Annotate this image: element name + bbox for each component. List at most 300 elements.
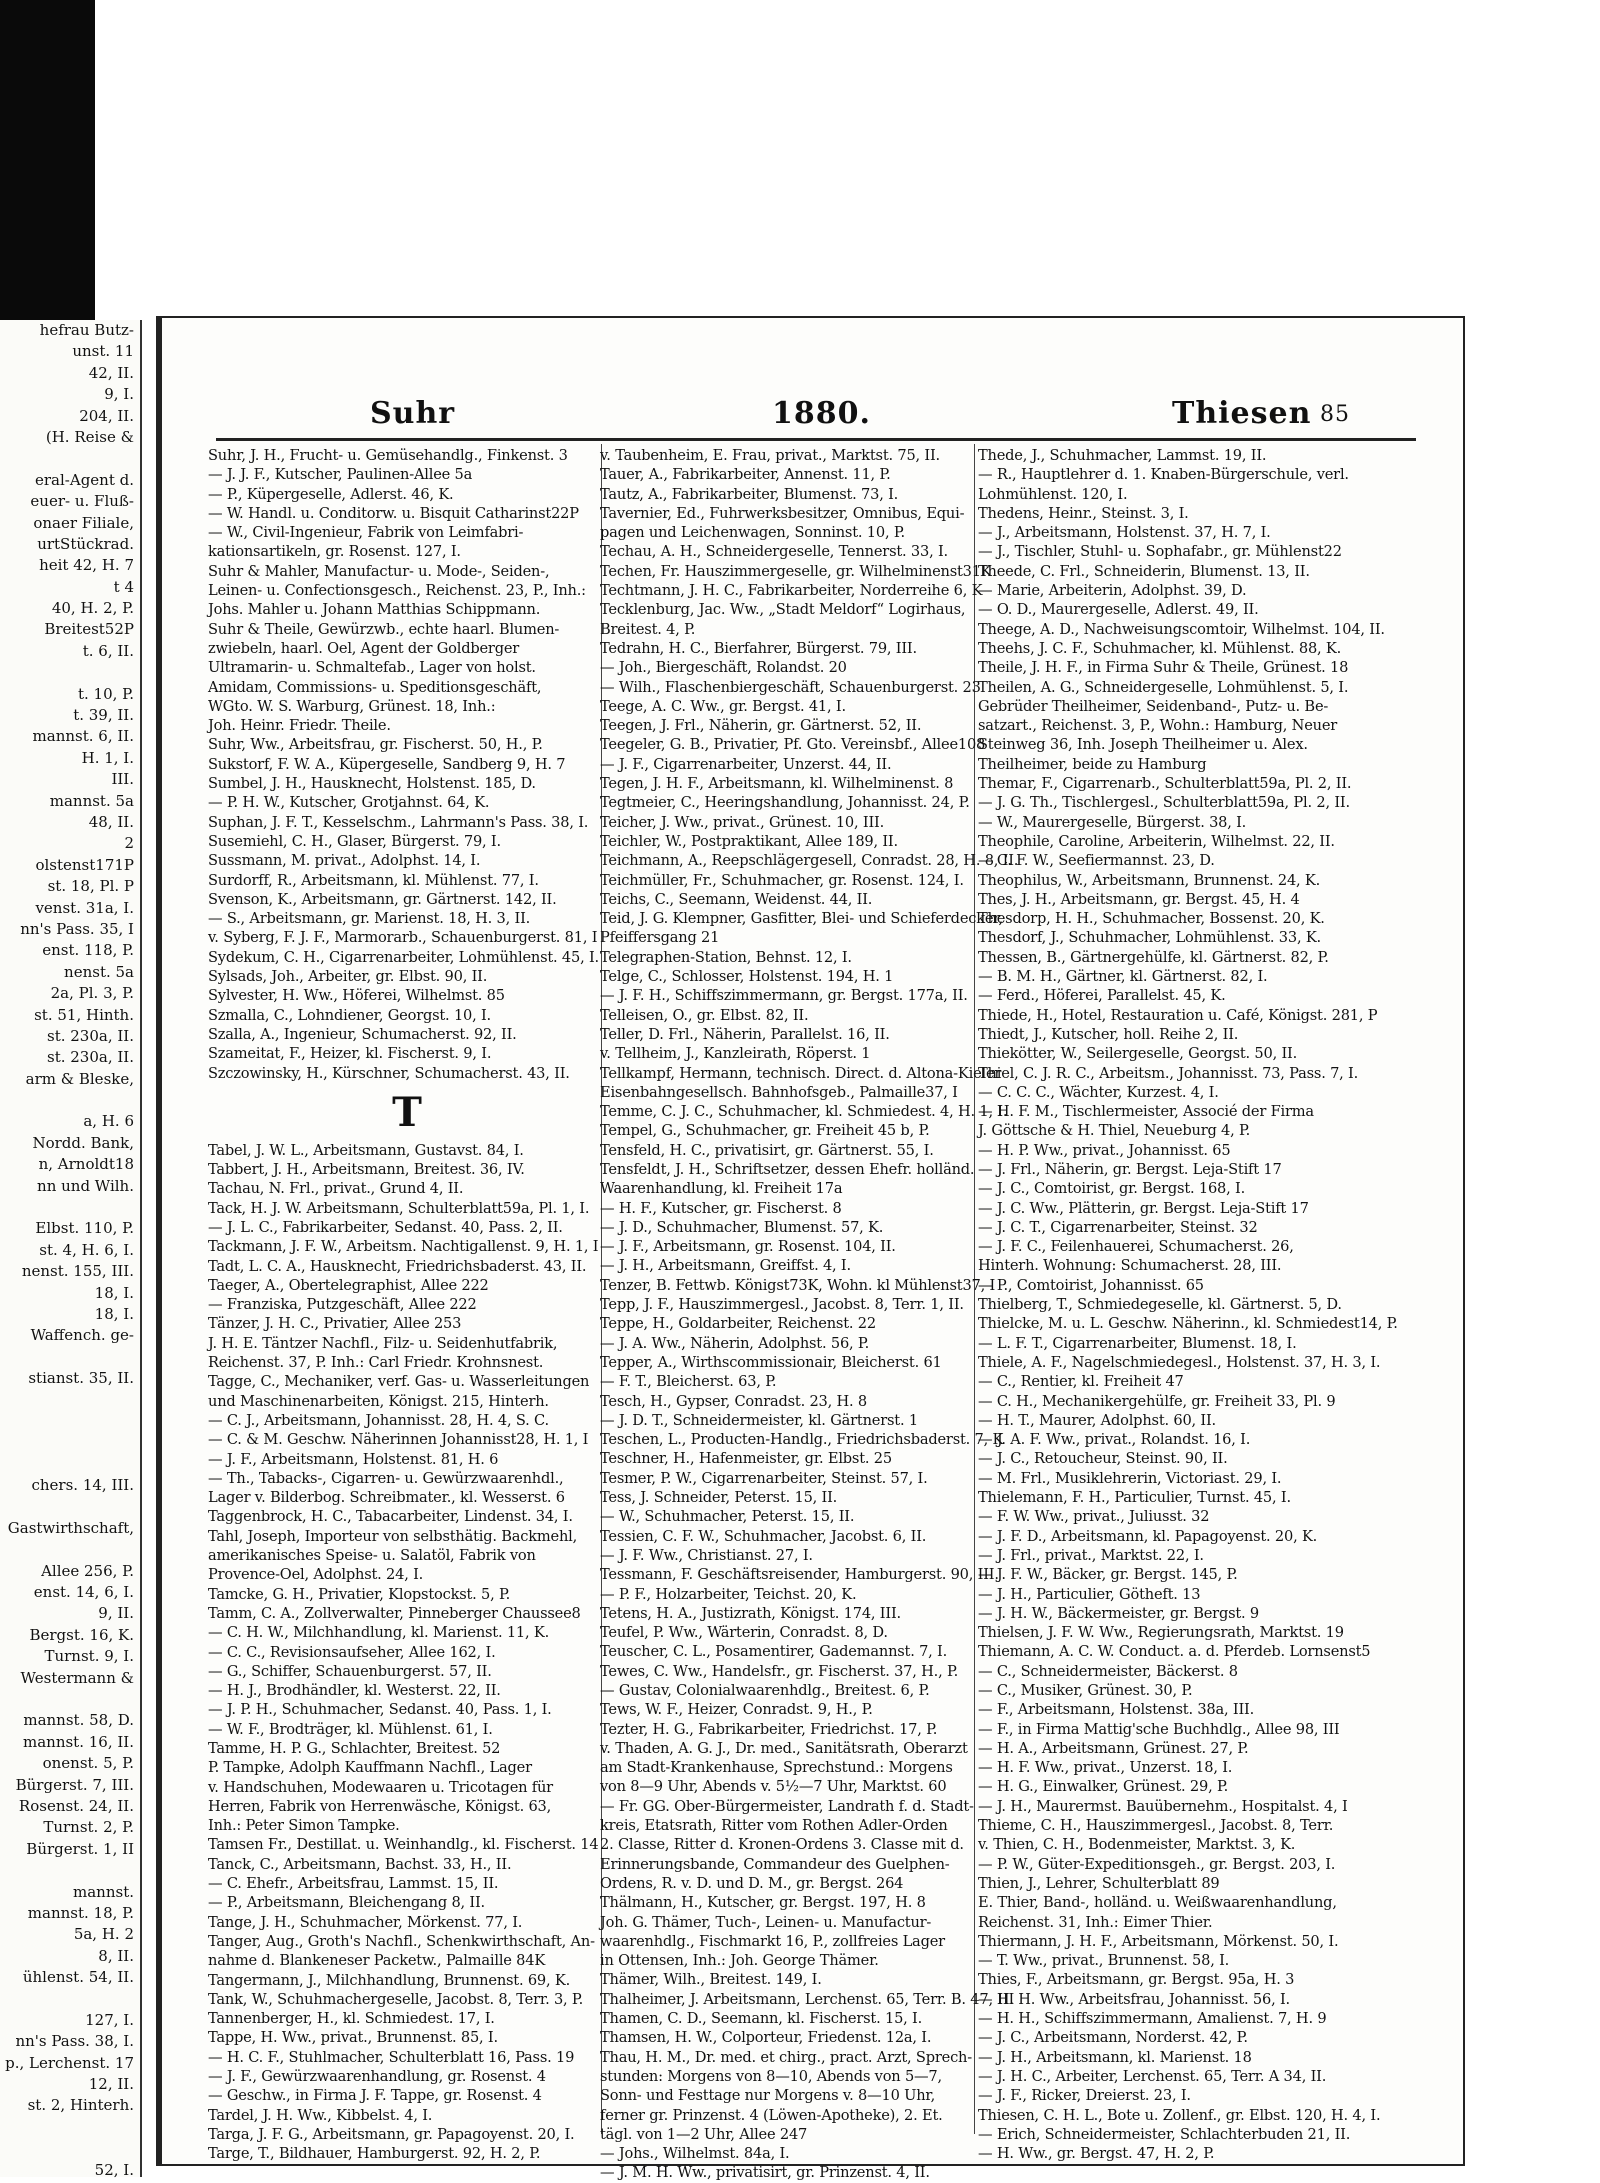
left-page-fragment: st. 230a, II. [47, 1048, 134, 1067]
directory-entry: Tenzer, B. Fettwb. Königst73K, Wohn. kl Mühlenst37, I [600, 1276, 996, 1294]
left-page-fragment: H. 1, I. [81, 748, 134, 767]
directory-entry: Telge, C., Schlosser, Holstenst. 194, H. 1 [600, 968, 894, 986]
left-page-fragment: heit 42, H. 7 [39, 556, 134, 575]
directory-entry: — Geschw., in Firma J. F. Tappe, gr. Rosenst. 4 [208, 2087, 542, 2105]
left-page-fragment: mannst. 18, P. [27, 1903, 134, 1922]
directory-entry: — J. F., Arbeitsmann, Holstenst. 81, H. 6 [208, 1450, 499, 1468]
left-page-fragment: 5a, H. 2 [73, 1925, 134, 1944]
directory-entry: Tänzer, J. H. C., Privatier, Allee 253 [208, 1315, 462, 1333]
directory-entry: — C. H., Mechanikergehülfe, gr. Freiheit 33, Pl. 9 [978, 1392, 1336, 1410]
left-page-fragment: 52, I. [94, 2160, 134, 2179]
directory-entry: Thesdorf, J., Schuhmacher, Lohmühlenst. 33, K. [978, 929, 1321, 947]
left-page-fragment: chers. 14, III. [31, 1476, 134, 1495]
directory-entry: Hinterh. Wohnung: Schumacherst. 28, III. [978, 1257, 1282, 1275]
directory-entry: Teid, J. G. Klempner, Gasfitter, Blei- und Schieferdecker, [600, 910, 1003, 928]
directory-entry: — M. Frl., Musiklehrerin, Victoriast. 29, I. [978, 1469, 1282, 1487]
directory-entry: Telegraphen-Station, Behnst. 12, I. [600, 948, 852, 966]
directory-entry: kationsartikeln, gr. Rosenst. 127, I. [208, 543, 461, 561]
directory-entry: Techen, Fr. Hauszimmergeselle, gr. Wilhelminenst31K [600, 562, 992, 580]
directory-entry: Gebrüder Theilheimer, Seidenband-, Putz- u. Be- [978, 697, 1329, 715]
directory-entry: Teichler, W., Postpraktikant, Allee 189, II. [600, 832, 898, 850]
left-page-fragment: 18, I. [94, 1304, 134, 1323]
left-page-fragment: urtStückrad. [37, 534, 134, 553]
left-page-fragment: st. 230a, II. [47, 1026, 134, 1045]
left-page-fragment: st. 51, Hinth. [34, 1005, 134, 1024]
directory-entry: — Johs., Wilhelmst. 84a, I. [600, 2145, 790, 2163]
left-page-fragment: mannst. 16, II. [23, 1732, 134, 1751]
directory-entry: — R., Hauptlehrer d. 1. Knaben-Bürgerschule, verl. [978, 466, 1349, 484]
directory-entry: Lager v. Bilderbog. Schreibmater., kl. Wesserst. 6 [208, 1489, 565, 1507]
directory-entry: Suphan, J. F. T., Kesselschm., Lahrmann's Pass. 38, I. [208, 813, 589, 831]
directory-entry: Thämer, Wilh., Breitest. 149, I. [600, 1971, 822, 1989]
directory-entry: Teege, A. C. Ww., gr. Bergst. 41, I. [600, 697, 846, 715]
directory-entry: Thiele, A. F., Nagelschmiedegesl., Holstenst. 37, H. 3, I. [978, 1353, 1381, 1371]
directory-entry: Theede, C. Frl., Schneiderin, Blumenst. 13, II. [978, 562, 1310, 580]
directory-entry: — J. G. Th., Tischlergesl., Schulterblatt59a, Pl. 2, II. [978, 794, 1350, 812]
directory-entry: Breitest. 4, P. [600, 620, 696, 638]
directory-entry: v. Tellheim, J., Kanzleirath, Röperst. 1 [600, 1045, 871, 1063]
directory-entry: am Stadt-Krankenhause, Sprechstund.: Morgens [600, 1759, 953, 1777]
column-2 [600, 446, 1019, 2182]
directory-entry: v. Thien, C. H., Bodenmeister, Marktst. 3, K. [978, 1836, 1296, 1854]
directory-entry: Tews, W. F., Heizer, Conradst. 9, H., P. [600, 1701, 873, 1719]
left-page-fragment: stianst. 35, II. [28, 1369, 134, 1388]
directory-entry: — C. H. W., Milchhandlung, kl. Marienst. 11, K. [208, 1624, 550, 1642]
left-page-fragment: 48, II. [88, 812, 134, 831]
directory-entry: Suhr & Mahler, Manufactur- u. Mode-, Seiden-, [208, 562, 550, 580]
directory-entry: Sukstorf, F. W. A., Küpergeselle, Sandberg 9, H. 7 [208, 755, 566, 773]
left-page-fragment: Nordd. Bank, [32, 1133, 134, 1152]
directory-entry: — C. J., Arbeitsmann, Johannisst. 28, H. 4, S. C. [208, 1411, 549, 1429]
directory-entry: — J. H. C., Arbeiter, Lerchenst. 65, Terr. A 34, II. [978, 2067, 1327, 2085]
directory-entry: Sonn- und Festtage nur Morgens v. 8—10 Uhr, [600, 2087, 936, 2105]
directory-entry: tägl. von 1—2 Uhr, Allee 247 [600, 2125, 808, 2143]
left-page-fragment: Elbst. 110, P. [35, 1219, 134, 1238]
directory-entry: Tewes, C. Ww., Handelsfr., gr. Fischerst. 37, H., P. [600, 1662, 959, 1680]
directory-entry: Theilen, A. G., Schneidergeselle, Lohmühlenst. 5, I. [978, 678, 1349, 696]
directory-entry: — G., Schiffer, Schauenburgerst. 57, II. [208, 1662, 492, 1680]
directory-entry: Thamen, C. D., Seemann, kl. Fischerst. 15, I. [600, 2010, 923, 2028]
directory-entry: Surdorff, R., Arbeitsmann, kl. Mühlenst. 77, I. [208, 871, 539, 889]
directory-entry: Suhr, Ww., Arbeitsfrau, gr. Fischerst. 50, H., P. [208, 736, 543, 754]
directory-entry: — J. H., Particulier, Götheft. 13 [978, 1585, 1201, 1603]
directory-entry: — W., Civil-Ingenieur, Fabrik von Leimfabri- [208, 524, 524, 542]
left-page-fragment: 9, II. [98, 1604, 134, 1623]
directory-entry: Thede, J., Schuhmacher, Lammst. 19, II. [978, 447, 1267, 464]
directory-entry: Thes, J. H., Arbeitsmann, gr. Bergst. 45, H. 4 [978, 890, 1300, 908]
directory-entry: Reichenst. 31, Inh.: Eimer Thier. [978, 1913, 1213, 1931]
directory-entry: — J. D. T., Schneidermeister, kl. Gärtnerst. 1 [600, 1411, 918, 1429]
left-page-fragment [0, 1496, 140, 1517]
directory-entry: — F., in Firma Mattig'sche Buchhdlg., Allee 98, III [978, 1720, 1340, 1738]
directory-entry: — F. T., Bleicherst. 63, P. [600, 1373, 777, 1391]
directory-entry: — S., Arbeitsmann, gr. Marienst. 18, H. 3, II. [208, 910, 531, 928]
directory-entry: — L. F. T., Cigarrenarbeiter, Blumenst. 18, I. [978, 1334, 1297, 1352]
left-page-fragment: mannst. 6, II. [32, 727, 134, 746]
left-page-fragment: venst. 31a, I. [35, 898, 134, 917]
directory-entry: — J., Arbeitsmann, Holstenst. 37, H. 7, I. [978, 524, 1271, 542]
directory-entry: Teichmann, A., Reepschlägergesell, Conradst. 28, H. 8, II. [600, 852, 1019, 870]
left-page-fragment: eral-Agent d. [35, 470, 134, 489]
directory-entry: Susemiehl, C. H., Glaser, Bürgerst. 79, I. [208, 832, 501, 850]
left-page-fragment: p., Lerchenst. 17 [5, 2053, 134, 2072]
directory-entry: v. Syberg, F. J. F., Marmorarb., Schauenburgerst. 81, I [208, 929, 598, 947]
directory-entry: Tecklenburg, Jac. Ww., „Stadt Meldorf“ Logirhaus, [600, 601, 966, 619]
directory-entry: — H. F., Kutscher, gr. Fischerst. 8 [600, 1199, 842, 1217]
directory-entry: Eisenbahngesellsch. Bahnhofsgeb., Palmaille37, I [600, 1083, 958, 1101]
left-page-fragment: Rosenst. 24, II. [18, 1796, 134, 1815]
directory-entry: — P., Comtoirist, Johannisst. 65 [978, 1276, 1204, 1294]
directory-entry: Tamcke, G. H., Privatier, Klopstockst. 5, P. [208, 1585, 511, 1603]
directory-entry: — H. F. M., Tischlermeister, Associé der Firma [978, 1103, 1314, 1121]
directory-entry: — P. H. W., Kutscher, Grotjahnst. 64, K. [208, 794, 490, 812]
directory-entry: J. Göttsche & H. Thiel, Neueburg 4, P. [978, 1122, 1251, 1140]
directory-entry: — J. M. H. Ww., privatisirt, gr. Prinzenst. 4, II. [600, 2164, 930, 2182]
directory-entry: Tanger, Aug., Groth's Nachfl., Schenkwirthschaft, An- [208, 1932, 595, 1950]
left-page-fragment: 2 [124, 834, 134, 853]
directory-entry: Tamme, H. P. G., Schlachter, Breitest. 52 [208, 1740, 501, 1757]
left-page-fragment: Breitest52P [44, 620, 134, 639]
left-page-fragment: Turnst. 9, I. [44, 1647, 134, 1666]
directory-entry: Tack, H. J. W. Arbeitsmann, Schulterblatt59a, Pl. 1, I. [208, 1199, 590, 1217]
directory-entry: Taeger, A., Obertelegraphist, Allee 222 [208, 1276, 489, 1294]
directory-entry: Tadt, L. C. A., Hausknecht, Friedrichsbaderst. 43, II. [208, 1257, 587, 1275]
directory-entry: — P. W., Güter-Expeditionsgeh., gr. Bergst. 203, I. [978, 1855, 1336, 1873]
directory-entry: Tauer, A., Fabrikarbeiter, Annenst. 11, P. [600, 466, 891, 484]
left-page-fragment: mannst. 5a [49, 791, 134, 810]
directory-entry: Tamsen Fr., Destillat. u. Weinhandlg., kl. Fischerst. 14 [208, 1836, 599, 1854]
left-page-fragment [0, 1197, 140, 1218]
directory-entry: — C., Rentier, kl. Freiheit 47 [978, 1373, 1184, 1391]
directory-entry: Tensfeldt, J. H., Schriftsetzer, dessen Ehefr. holländ. [600, 1160, 975, 1178]
directory-entry: Tezter, H. G., Fabrikarbeiter, Friedrichst. 17, P. [600, 1720, 938, 1738]
directory-entry: Ordens, R. v. D. und D. M., gr. Bergst. 264 [600, 1874, 904, 1892]
left-page-fragment: Westermann & [20, 1668, 134, 1687]
directory-entry: Tardel, J. H. Ww., Kibbelst. 4, I. [208, 2106, 433, 2124]
directory-entry: Tamm, C. A., Zollverwalter, Pinneberger Chaussee8 [208, 1604, 581, 1622]
left-page-fragment: Bürgerst. 7, III. [15, 1775, 134, 1794]
directory-entry: — Ferd., Höferei, Parallelst. 45, K. [978, 987, 1226, 1005]
directory-entry: Leinen- u. Confectionsgesch., Reichenst. 23, P., Inh.: [208, 582, 586, 600]
directory-entry: Thalheimer, J. Arbeitsmann, Lerchenst. 65, Terr. B. 47, III [600, 1990, 1015, 2008]
directory-entry: satzart., Reichenst. 3, P., Wohn.: Hamburg, Neuer [978, 717, 1338, 735]
directory-entry: Telleisen, O., gr. Elbst. 82, II. [600, 1006, 809, 1024]
directory-entry: Ultramarin- u. Schmaltefab., Lager von holst. [208, 659, 536, 677]
directory-entry: Tepper, A., Wirthscommissionair, Bleicherst. 61 [600, 1353, 942, 1371]
left-page-fragment: Turnst. 2, P. [43, 1818, 134, 1837]
directory-entry: Theilheimer, beide zu Hamburg [978, 755, 1207, 773]
left-page-fragment: 8, II. [98, 1946, 134, 1965]
directory-entry: P. Tampke, Adolph Kauffmann Nachfl., Lager [208, 1759, 532, 1777]
directory-entry: — J. A. Ww., Näherin, Adolphst. 56, P. [600, 1334, 870, 1352]
directory-entry: Teschen, L., Producten-Handlg., Friedrichsbaderst. 7, K [600, 1431, 1004, 1449]
directory-entry: — J. Frl., Näherin, gr. Bergst. Leja-Stift 17 [978, 1160, 1282, 1178]
directory-entry: — J. A. F. Ww., privat., Rolandst. 16, I. [978, 1431, 1251, 1449]
left-page-fragment [0, 1860, 140, 1881]
directory-entry: Provence-Oel, Adolphst. 24, I. [208, 1566, 424, 1584]
directory-entry: Tannenberger, H., kl. Schmiedest. 17, I. [208, 2010, 495, 2028]
directory-entry: Teppe, H., Goldarbeiter, Reichenst. 22 [600, 1315, 876, 1333]
page-header [160, 396, 1465, 436]
left-page-fragment [0, 662, 140, 683]
directory-entry: Szameitat, F., Heizer, kl. Fischerst. 9, I. [208, 1045, 492, 1063]
directory-entry: Waarenhandlung, kl. Freiheit 17a [600, 1180, 843, 1198]
directory-entry: — J. J. F., Kutscher, Paulinen-Allee 5a [208, 466, 473, 484]
directory-entry: Svenson, K., Arbeitsmann, gr. Gärtnerst. 142, II. [208, 890, 557, 908]
directory-entry: ferner gr. Prinzenst. 4 (Löwen-Apotheke), 2. Et. [600, 2106, 943, 2124]
left-page-fragment: unst. 11 [72, 342, 134, 361]
left-page-fragment: III. [111, 770, 134, 789]
directory-entry: Thiedt, J., Kutscher, holl. Reihe 2, II. [978, 1025, 1239, 1043]
directory-entry: Theile, J. H. F., in Firma Suhr & Theile, Grünest. 18 [978, 659, 1349, 677]
directory-entry: Tensfeld, H. C., privatisirt, gr. Gärtnerst. 55, I. [600, 1141, 934, 1159]
directory-entry: — W. Handl. u. Conditorw. u. Bisquit Catharinst22P [208, 504, 579, 522]
directory-entry: kreis, Etatsrath, Ritter vom Rothen Adler-Orden [600, 1817, 948, 1835]
directory-entry: Joh. Heinr. Friedr. Theile. [208, 717, 391, 735]
directory-entry: — F., Arbeitsmann, Holstenst. 38a, III. [978, 1701, 1255, 1719]
directory-entry: Szalla, A., Ingenieur, Schumacherst. 92, II. [208, 1025, 517, 1043]
directory-entry: Thau, H. M., Dr. med. et chirg., pract. Arzt, Sprech- [600, 2048, 972, 2066]
directory-entry: Thielsen, J. F. W. Ww., Regierungsrath, Marktst. 19 [978, 1624, 1344, 1642]
left-page-fragment: nn und Wilh. [37, 1176, 134, 1195]
directory-entry: Thielemann, F. H., Particulier, Turnst. 45, I. [978, 1489, 1291, 1507]
left-page-fragment: 18, I. [94, 1283, 134, 1302]
directory-entry: — H. G., Einwalker, Grünest. 29, P. [978, 1778, 1229, 1796]
left-page-fragment: nn's Pass. 38, I. [15, 2032, 134, 2051]
directory-entry: — J., Tischler, Stuhl- u. Sophafabr., gr. Mühlenst22 [978, 543, 1342, 561]
directory-entry: und Maschinenarbeiten, Königst. 215, Hinterh. [208, 1392, 549, 1410]
directory-entry: Tegtmeier, C., Heeringshandlung, Johannisst. 24, P. [600, 794, 970, 812]
directory-entry: — H. T., Maurer, Adolphst. 60, II. [978, 1411, 1216, 1429]
directory-entry: waarenhdlg., Fischmarkt 16, P., zollfreies Lager [600, 1932, 945, 1950]
directory-entry: Joh. G. Thämer, Tuch-, Leinen- u. Manufactur- [600, 1913, 932, 1931]
directory-entry: — J. P. H., Schuhmacher, Sedanst. 40, Pass. 1, I. [208, 1701, 552, 1719]
left-page-fragment: (H. Reise & [45, 427, 134, 446]
directory-entry: — P. F., Holzarbeiter, Teichst. 20, K. [600, 1585, 857, 1603]
left-page-fragment: enst. 118, P. [42, 941, 134, 960]
directory-entry: stunden: Morgens von 8—10, Abends von 5—7, [600, 2067, 942, 2085]
directory-entry: — H. P. Ww., privat., Johannisst. 65 [978, 1141, 1231, 1159]
directory-entry: — C. C. C., Wächter, Kurzest. 4, I. [978, 1083, 1219, 1101]
directory-entry: — Th., Tabacks-, Cigarren- u. Gewürzwaarenhdl., [208, 1469, 564, 1487]
directory-entry: — J. C. T., Cigarrenarbeiter, Steinst. 32 [978, 1218, 1258, 1236]
directory-entry: — H. F. Ww., privat., Unzerst. 18, I. [978, 1759, 1233, 1777]
directory-entry: — H. H., Schiffszimmermann, Amalienst. 7, H. 9 [978, 2010, 1327, 2028]
directory-entry: Thieme, C. H., Hauszimmergesl., Jacobst. 8, Terr. [978, 1817, 1334, 1835]
directory-entry: Sylsads, Joh., Arbeiter, gr. Elbst. 90, II. [208, 968, 488, 986]
directory-entry: Suhr & Theile, Gewürzwb., echte haarl. Blumen- [208, 620, 560, 638]
directory-entry: Temme, C. J. C., Schuhmacher, kl. Schmiedest. 4, H. 1, I. [600, 1103, 1008, 1121]
left-page-fragment: arm & Bleske, [25, 1069, 134, 1088]
directory-entry: — O. D., Maurergeselle, Adlerst. 49, II. [978, 601, 1259, 619]
left-page-fragment: 40, H. 2, P. [51, 599, 134, 618]
left-page-fragment [0, 1539, 140, 1560]
left-page-fragment: onenst. 5, P. [42, 1754, 134, 1773]
directory-entry: E. Thier, Band-, holländ. u. Weißwaarenhandlung, [978, 1894, 1337, 1912]
left-page-fragment: st. 18, Pl. P [47, 877, 134, 896]
directory-entry: Thiel, C. J. R. C., Arbeitsm., Johannisst. 73, Pass. 7, I. [978, 1064, 1359, 1082]
left-page-fragment: 42, II. [88, 363, 134, 382]
directory-entry: Teichs, C., Seemann, Weidenst. 44, II. [600, 890, 873, 908]
directory-entry: Thesdorp, H. H., Schuhmacher, Bossenst. 20, K. [978, 910, 1325, 928]
directory-entry: — J. F., Ricker, Dreierst. 23, I. [978, 2087, 1191, 2105]
directory-entry: Tappe, H. Ww., privat., Brunnenst. 85, I. [208, 2029, 498, 2047]
directory-entry: Sydekum, C. H., Cigarrenarbeiter, Lohmühlenst. 45, I. [208, 948, 599, 966]
directory-entry: Targa, J. F. G., Arbeitsmann, gr. Papagoyenst. 20, I. [208, 2125, 575, 2143]
directory-entry: Thessen, B., Gärtnergehülfe, kl. Gärtnerst. 82, P. [978, 948, 1329, 966]
left-page-fragment: 12, II. [88, 2075, 134, 2094]
directory-entry: pagen und Leichenwagen, Sonninst. 10, P. [600, 524, 905, 542]
directory-entry: Thälmann, H., Kutscher, gr. Bergst. 197, H. 8 [600, 1894, 926, 1912]
directory-entry: Reichenst. 37, P. Inh.: Carl Friedr. Krohnsnest. [208, 1354, 544, 1372]
directory-entry: Theege, A. D., Nachweisungscomtoir, Wilhelmst. 104, II. [978, 620, 1385, 638]
directory-entry: Thiede, H., Hotel, Restauration u. Café, Königst. 281, P [978, 1006, 1378, 1024]
directory-entry: Steinweg 36, Inh. Joseph Theilheimer u. Alex. [978, 736, 1308, 754]
directory-entry: v. Thaden, A. G. J., Dr. med., Sanitätsrath, Oberarzt [600, 1739, 968, 1757]
directory-entry: — H. J., Brodhändler, kl. Westerst. 22, II. [208, 1682, 501, 1700]
directory-entry: — B. M. H., Gärtner, kl. Gärtnerst. 82, I. [978, 968, 1268, 986]
left-page-fragment [0, 2138, 140, 2159]
directory-entry: — C. C., Revisionsaufseher, Allee 162, I. [208, 1643, 496, 1661]
directory-entry: — H. H. Ww., Arbeitsfrau, Johannisst. 56, I. [978, 1990, 1290, 2008]
directory-entry: Techau, A. H., Schneidergeselle, Tennerst. 33, I. [600, 543, 948, 561]
directory-entry: — Franziska, Putzgeschäft, Allee 222 [208, 1296, 477, 1314]
directory-entry: 2. Classe, Ritter d. Kronen-Ordens 3. Classe mit d. [600, 1836, 964, 1854]
left-page-fragment: Waffench. ge- [30, 1326, 134, 1345]
section-letter: T [392, 1088, 422, 1136]
directory-entry: Tesmer, P. W., Cigarrenarbeiter, Steinst. 57, I. [600, 1469, 928, 1487]
left-page-fragment: 2a, Pl. 3, P. [50, 984, 134, 1003]
directory-entry: — J. F. C., Feilenhauerei, Schumacherst. 26, [978, 1238, 1294, 1256]
left-page-fragment [0, 1432, 140, 1453]
directory-entry: — J. F. D., Arbeitsmann, kl. Papagoyenst. 20, K. [978, 1527, 1318, 1545]
directory-entry: von 8—9 Uhr, Abends v. 5½—7 Uhr, Marktst. 60 [600, 1778, 947, 1796]
directory-entry: — J. C. Ww., Plätterin, gr. Bergst. Leja-Stift 17 [978, 1199, 1309, 1217]
directory-entry: Thiemann, A. C. W. Conduct. a. d. Pferdeb. Lornsenst5 [978, 1643, 1371, 1661]
directory-entry: Thiermann, J. H. F., Arbeitsmann, Mörkenst. 50, I. [978, 1932, 1339, 1950]
directory-entry: Tessmann, F. Geschäftsreisender, Hamburgerst. 90, III. [600, 1566, 999, 1584]
directory-entry: Tautz, A., Fabrikarbeiter, Blumenst. 73, I. [600, 485, 899, 503]
left-page-fragment: euer- u. Fluß- [30, 492, 134, 511]
directory-entry: Tepp, J. F., Hauszimmergesl., Jacobst. 8, Terr. 1, II. [600, 1296, 964, 1314]
directory-entry: — J. C., Comtoirist, gr. Bergst. 168, I. [978, 1180, 1246, 1198]
directory-entry: v. Taubenheim, E. Frau, privat., Marktst. 75, II. [600, 447, 940, 464]
directory-entry: — J. L. C., Fabrikarbeiter, Sedanst. 40, Pass. 2, II. [208, 1218, 563, 1236]
directory-entry: Teichmüller, Fr., Schuhmacher, gr. Rosenst. 124, I. [600, 871, 964, 889]
directory-entry: Tangermann, J., Milchhandlung, Brunnenst. 69, K. [208, 1971, 571, 1989]
directory-entry: Teegen, J. Frl., Näherin, gr. Gärtnerst. 52, II. [600, 717, 922, 735]
header-last-name: Thiesen [1172, 396, 1312, 431]
directory-entry: — J. C., Retoucheur, Steinst. 90, II. [978, 1450, 1228, 1468]
left-page-fragment: onaer Filiale, [33, 513, 134, 532]
directory-entry: — J. F., Arbeitsmann, gr. Rosenst. 104, II. [600, 1238, 896, 1256]
left-page-fragment [0, 1454, 140, 1475]
directory-entry: Tesch, H., Gypser, Conradst. 23, H. 8 [600, 1392, 867, 1410]
directory-entry: Thielcke, M. u. L. Geschw. Näherinn., kl. Schmiedest14, P. [978, 1315, 1398, 1333]
directory-entry: Teuscher, C. L., Posamentirer, Gademannst. 7, I. [600, 1643, 948, 1661]
directory-entry: — J. F. H., Schiffszimmermann, gr. Bergst. 177a, II. [600, 987, 968, 1005]
directory-entry: Inh.: Peter Simon Tampke. [208, 1817, 400, 1835]
header-year: 1880. [772, 396, 871, 431]
directory-entry: — Fr. GG. Ober-Bürgermeister, Landrath f. d. Stadt- [600, 1797, 974, 1815]
directory-entry: Tedrahn, H. C., Bierfahrer, Bürgerst. 79, III. [600, 639, 917, 657]
directory-entry: — J. H., Arbeitsmann, kl. Marienst. 18 [978, 2048, 1252, 2066]
directory-entry: J. H. E. Täntzer Nachfl., Filz- u. Seidenhutfabrik, [208, 1334, 558, 1352]
directory-entry: — J. H., Maurermst. Bauübernehm., Hospitalst. 4, I [978, 1797, 1348, 1815]
directory-entry: Tavernier, Ed., Fuhrwerksbesitzer, Omnibus, Equi- [600, 504, 965, 522]
directory-entry: — F. W. Ww., privat., Juliusst. 32 [978, 1508, 1210, 1526]
left-page-fragment [0, 1411, 140, 1432]
left-page-fragment: t. 6, II. [82, 641, 134, 660]
directory-entry: — J. H. W., Bäckermeister, gr. Bergst. 9 [978, 1604, 1260, 1622]
directory-entry: Johs. Mahler u. Johann Matthias Schippmann. [208, 601, 541, 619]
directory-entry: Tempel, G., Schuhmacher, gr. Freiheit 45 b, P. [600, 1122, 930, 1140]
directory-entry: Teschner, H., Hafenmeister, gr. Elbst. 25 [600, 1450, 892, 1468]
directory-entry: — J. D., Schuhmacher, Blumenst. 57, K. [600, 1218, 884, 1236]
directory-entry: — J. F. Ww., Christianst. 27, I. [600, 1546, 813, 1564]
left-page-fragment: st. 2, Hinterh. [27, 2096, 134, 2115]
directory-entry: Thien, J., Lehrer, Schulterblatt 89 [978, 1874, 1220, 1892]
left-page-fragment: a, H. 6 [83, 1112, 134, 1131]
directory-entry: Pfeiffersgang 21 [600, 929, 720, 947]
column-1 [208, 446, 606, 2163]
directory-entry: Teller, D. Frl., Näherin, Parallelst. 16, II. [600, 1025, 890, 1043]
directory-entry: nahme d. Blankeneser Packetw., Palmaille 84K [208, 1952, 546, 1970]
left-page-fragment: nn's Pass. 35, I [20, 919, 134, 938]
directory-page [156, 316, 1465, 2182]
left-page-fragment [0, 1390, 140, 1411]
left-page-fragment: n, Arnoldt18 [38, 1155, 134, 1174]
directory-entry: Lohmühlenst. 120, I. [978, 485, 1128, 503]
directory-entry: — C. F. W., Seefiermannst. 23, D. [978, 852, 1215, 870]
directory-entry: — W., Schuhmacher, Peterst. 15, II. [600, 1508, 855, 1526]
directory-entry: Techtmann, J. H. C., Fabrikarbeiter, Norderreihe 6, K [600, 582, 983, 600]
directory-entry: Targe, T., Bildhauer, Hamburgerst. 92, H. 2, P. [208, 2145, 541, 2163]
left-page-fragment: ühlenst. 54, II. [22, 1968, 134, 1987]
directory-entry: — J. Frl., privat., Marktst. 22, I. [978, 1546, 1204, 1564]
directory-entry: — P., Arbeitsmann, Bleichengang 8, II. [208, 1894, 485, 1912]
directory-entry: — Joh., Biergeschäft, Rolandst. 20 [600, 659, 847, 677]
left-page-fragment: olstenst171P [35, 855, 134, 874]
directory-entry: Tachau, N. Frl., privat., Grund 4, II. [208, 1180, 464, 1198]
directory-entry: Erinnerungsbande, Commandeur des Guelphen- [600, 1855, 950, 1873]
directory-entry: Theophile, Caroline, Arbeiterin, Wilhelmst. 22, II. [978, 832, 1335, 850]
directory-entry: Suhr, J. H., Frucht- u. Gemüsehandlg., Finkenst. 3 [208, 447, 568, 464]
left-page-fragment: mannst. [73, 1882, 134, 1901]
directory-entry: Szczowinsky, H., Kürschner, Schumacherst. 43, II. [208, 1064, 570, 1082]
left-page-fragment: hefrau Butz- [39, 321, 134, 339]
left-page-fragment: 127, I. [85, 2010, 134, 2029]
directory-entry: Tellkampf, Hermann, technisch. Direct. d. Altona-Kieler [600, 1064, 1002, 1082]
left-page-fragment: t. 39, II. [73, 706, 134, 725]
directory-entry: — H. Ww., gr. Bergst. 47, H. 2, P. [978, 2145, 1215, 2163]
directory-entry: — T. Ww., privat., Brunnenst. 58, I. [978, 1952, 1230, 1970]
directory-entry: Thielberg, T., Schmiedegeselle, kl. Gärtnerst. 5, D. [978, 1296, 1342, 1314]
directory-entry: — J. F. W., Bäcker, gr. Bergst. 145, P. [978, 1566, 1238, 1584]
directory-entry: Teegeler, G. B., Privatier, Pf. Gto. Vereinsbf., Allee108 [600, 736, 986, 754]
directory-entry: Sylvester, H. Ww., Höferei, Wilhelmst. 85 [208, 987, 505, 1005]
directory-entry: Tanck, C., Arbeitsmann, Bachst. 33, H., II. [208, 1855, 512, 1873]
directory-entry: Tackmann, J. F. W., Arbeitsm. Nachtigallenst. 9, H. 1, I [208, 1238, 599, 1256]
directory-entry: Tahl, Joseph, Importeur von selbsthätig. Backmehl, [208, 1527, 578, 1545]
directory-entry: — W., Maurergeselle, Bürgerst. 38, I. [978, 813, 1247, 831]
directory-entry: — Gustav, Colonialwaarenhdlg., Breitest. 6, P. [600, 1682, 930, 1699]
directory-entry: in Ottensen, Inh.: Joh. George Thämer. [600, 1952, 879, 1970]
directory-entry: — Marie, Arbeiterin, Adolphst. 39, D. [978, 582, 1247, 600]
directory-entry: amerikanisches Speise- u. Salatöl, Fabrik von [208, 1547, 536, 1565]
left-page-fragment [0, 1347, 140, 1368]
left-page-fragment: 9, I. [104, 385, 134, 404]
